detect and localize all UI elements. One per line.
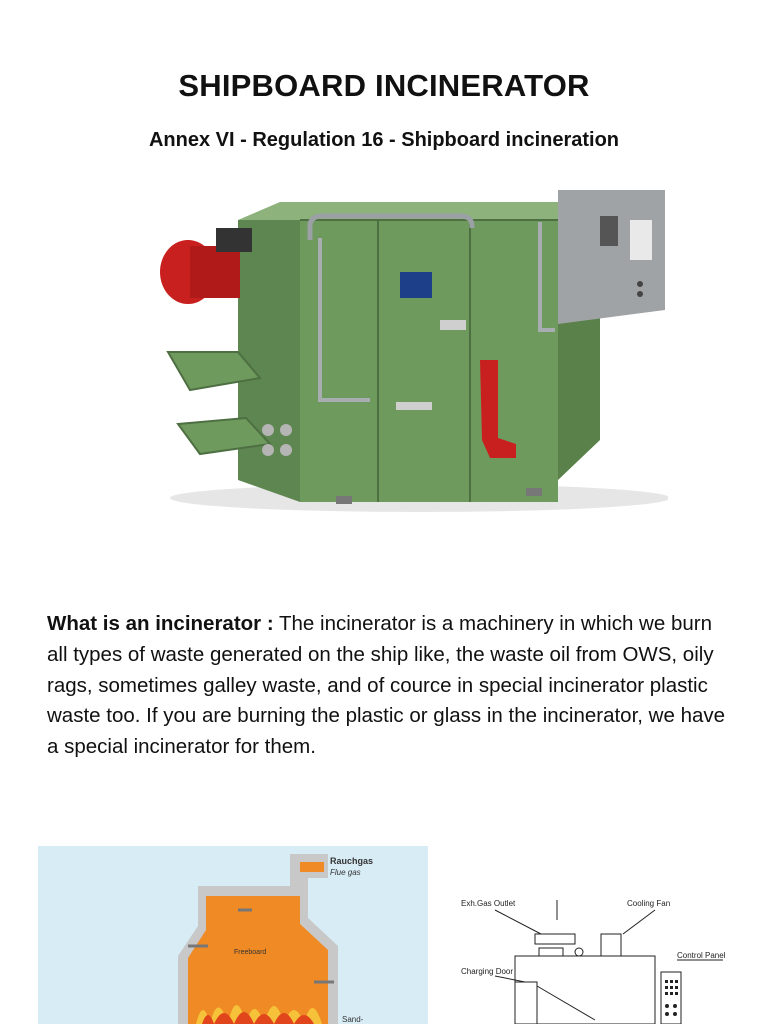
label-sand: Sand-	[342, 1015, 364, 1024]
label-charging-door: Charging Door	[461, 967, 514, 976]
fluidized-bed-diagram	[38, 846, 428, 1024]
incinerator-line-diagram	[455, 890, 735, 1024]
label-cooling-fan: Cooling Fan	[627, 899, 671, 908]
label-freeboard: Freeboard	[234, 949, 267, 956]
label-control-panel: Control Panel	[677, 951, 726, 960]
incinerator-photo	[160, 180, 668, 514]
label-exh-gas-outlet: Exh.Gas Outlet	[461, 899, 516, 908]
label-rauchgas: Rauchgas	[330, 856, 374, 866]
paragraph-text: The incinerator is a machinery in which we burn all types of waste generated on the ship like, the waste oil from OWS, oily rags, sometimes galley waste, and of cource in special incinerator plastic waste too. If you are burning the plastic or glass in the incinerator, we have a special incinerator for them.	[47, 612, 726, 759]
page-title: SHIPBOARD INCINERATOR	[178, 68, 590, 103]
page-subtitle: Annex VI - Regulation 16 - Shipboard incineration	[148, 129, 620, 151]
paragraph-heading: What is an incinerator :	[47, 612, 274, 635]
label-flue-gas: Flue gas	[330, 868, 361, 877]
description-paragraph	[47, 609, 737, 763]
